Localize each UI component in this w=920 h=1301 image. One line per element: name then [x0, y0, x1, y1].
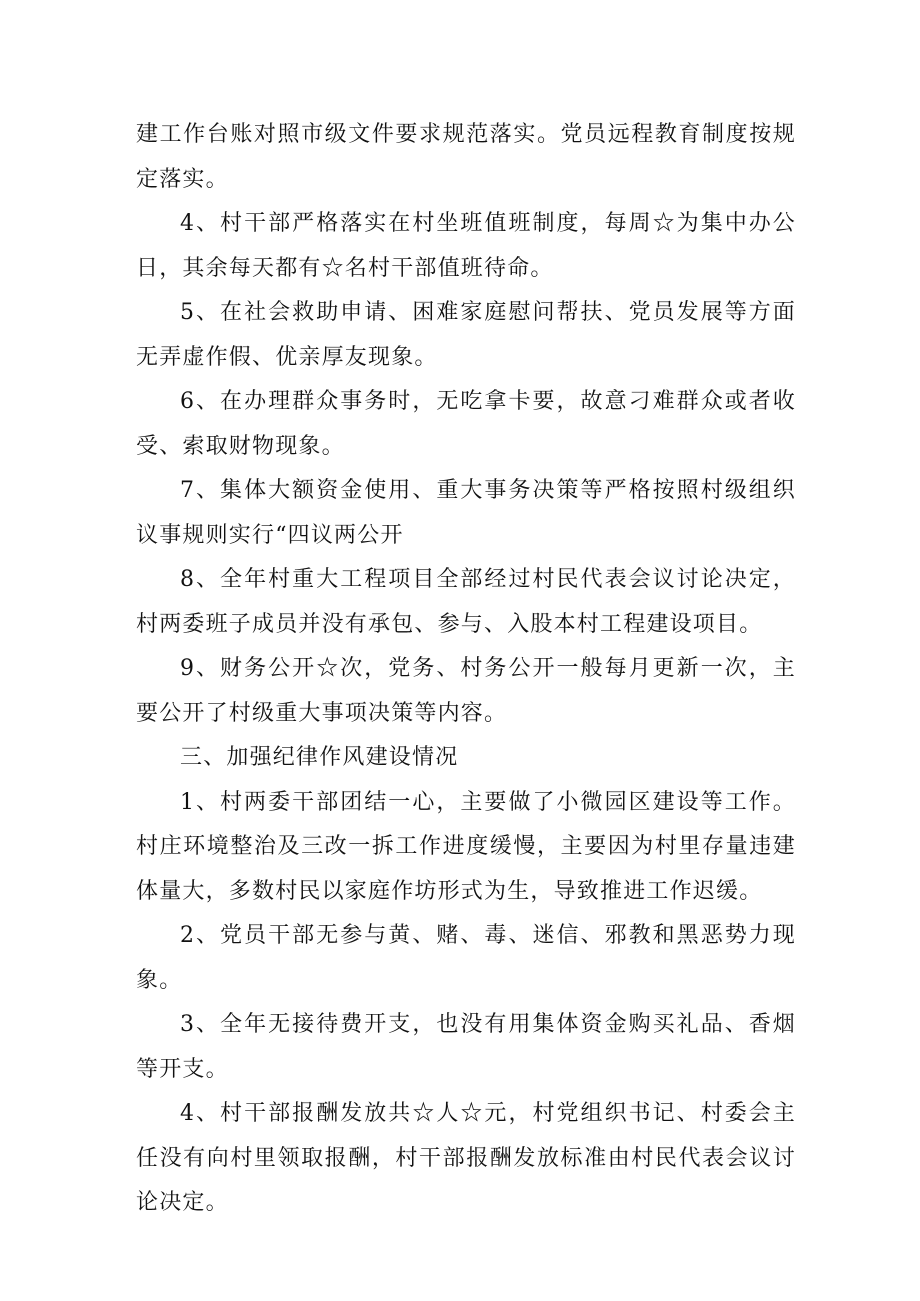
- paragraph-item-7: 7、集体大额资金使用、重大事务决策等严格按照村级组织议事规则实行“四议两公开: [136, 478, 796, 548]
- paragraph-section3-item-2: 2、党员干部无参与黄、赌、毒、迷信、邪教和黑恶势力现象。: [136, 923, 796, 993]
- document-body: [136, 113, 796, 1226]
- paragraph-section3-item-3: 3、全年无接待费开支，也没有用集体资金购买礼品、香烟等开支。: [136, 1012, 796, 1082]
- paragraph-item-8: 8、全年村重大工程项目全部经过村民代表会议讨论决定，村两委班子成员并没有承包、参与、入股本村工程建设项目。: [136, 567, 796, 637]
- paragraph-section3-item-1: 1、村两委干部团结一心，主要做了小微园区建设等工作。村庄环境整治及三改一拆工作进度缓慢，主要因为村里存量违建体量大，多数村民以家庭作坊形式为生，导致推进工作迟缓。: [136, 789, 796, 904]
- paragraph-item-6: 6、在办理群众事务时，无吃拿卡要，故意刁难群众或者收受、索取财物现象。: [136, 389, 796, 459]
- paragraph-item-5: 5、在社会救助申请、困难家庭慰问帮扶、党员发展等方面无弄虚作假、优亲厚友现象。: [136, 300, 796, 370]
- paragraph-item-4: 4、村干部严格落实在村坐班值班制度，每周☆为集中办公日，其余每天都有☆名村干部值班待命。: [136, 211, 796, 281]
- paragraph-continuation: 建工作台账对照市级文件要求规范落实。党员远程教育制度按规定落实。: [136, 122, 796, 192]
- paragraph-section3-item-4: 4、村干部报酬发放共☆人☆元，村党组织书记、村委会主任没有向村里领取报酬，村干部报酬发放标准由村民代表会议讨论决定。: [136, 1101, 796, 1215]
- paragraph-item-9: 9、财务公开☆次，党务、村务公开一般每月更新一次，主要公开了村级重大事项决策等内容。: [136, 656, 796, 726]
- section-heading-3: 三、加强纪律作风建设情况: [180, 745, 459, 770]
